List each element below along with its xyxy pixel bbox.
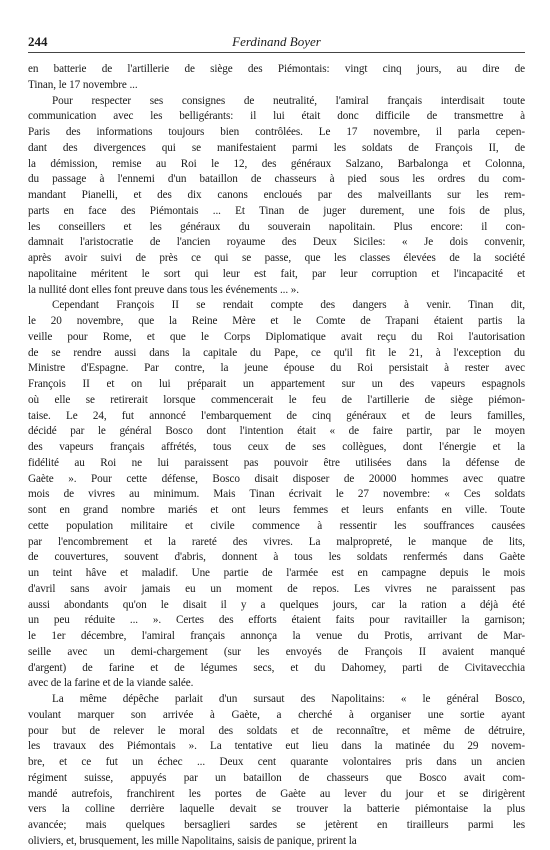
text-line: du passage à l'ennemi d'un bataillon de chasseurs à pied sous les ordres du com- [28, 173, 525, 186]
text-line: les travaux des Piémontais ». La tentative eut lieu dans la matinée du 29 novem- [28, 740, 525, 753]
text-line: d'avril sans avoir jamais eu un moment de repos. Les vivres ne paraissent pas [28, 582, 525, 595]
text-line: pour but de relever le moral des soldats et de reconnaître, et même de détruire, [28, 724, 525, 737]
text-line: régiment suisse, appuyés par un bataillon de chasseurs que Bosco avait com- [28, 771, 525, 784]
text-line: seille avec un demi-chargement (sur les envoyés de François II avaient manqué [28, 645, 525, 658]
text-line: taise. Le 24, fut annoncé l'embarquement de cinq généraux et de leurs familles, [28, 409, 525, 422]
paragraph [28, 298, 525, 692]
paragraph [28, 692, 525, 850]
page-body [28, 62, 525, 850]
text-line: la nullité dont elles font preuve dans tous les événements ... ». [28, 283, 299, 296]
text-line: mois de vivres au minimum. Mais Tinan écrivait le 27 novembre: « Ces soldats [28, 488, 525, 501]
text-line: mandé autrefois, franchirent les portes de Gaète au lever du jour et se dirigèrent [28, 787, 525, 800]
text-line: les conseillers et les généraux du souverain napolitain. Plus encore: il con- [28, 220, 525, 233]
text-line: après avoir suivi de près ce qui se passe, que les classes élevées de la société [28, 252, 525, 264]
text-line: aussi abondants qu'on le disait il y a quelques jours, car la ration a déjà été [28, 598, 525, 611]
text-line: parts en face des Piémontais ... Et Tinan de juger durement, une fois de plus, [28, 204, 525, 217]
text-line: Pour respecter ses consignes de neutralité, l'amiral français interdisait toute [52, 94, 525, 107]
text-line: le 20 novembre, que la Reine Mère et le Comte de Trapani étaient partis la [28, 315, 525, 327]
text-line: avancée; mais quelques bersaglieri sardes se jetèrent en tirailleurs parmi les [28, 819, 525, 831]
text-line: de se rendre aussi dans la capitale du Pape, ce qu'il fit le 21, à l'exception du [28, 346, 525, 359]
text-line: La même dépêche parlait d'un sursaut des Napolitains: « le général Bosco, [52, 693, 525, 705]
text-line: mandant Pianelli, et des dix canons encloués par des malveillants sur les rem- [28, 189, 525, 201]
text-line: un teint hâve et maladif. Une partie de l'armée est en campagne depuis le mois [28, 567, 525, 579]
text-line: sont en grand nombre mariés et ont leurs femmes et leurs enfants en ville. Toute [28, 504, 525, 516]
text-line: des vapeurs français affrétés, tous ceux de ses collègues, dont l'énergie et la [28, 441, 525, 453]
text-line: de couvertures, souvent d'abris, donnent à tous les soldats renfermés dans Gaète [28, 551, 525, 564]
text-line: veille pour Rome, et que le Corps Diplomatique avait reçu du Roi l'autorisation [28, 330, 525, 343]
text-line: Gaète ». Pour cette défense, Bosco disait disposer de 20000 hommes avec quatre [28, 472, 525, 485]
text-line: par l'encombrement et la rareté des vivres. La malpropreté, le manque de lits, [28, 535, 525, 548]
text-line: où elle se retirerait lorsque commencerait le feu de l'artillerie de siège piémon- [28, 393, 525, 406]
text-line: François II et on lui préparait un appartement sur un des vapeurs espagnols [28, 378, 525, 390]
text-line: décidé par le général Bosco dont l'intention était « de faire partir, par le moyen [28, 425, 525, 438]
text-line: d'argent) de farine et de légumes secs, et du Dahomey, parti de Civitavecchia [28, 661, 525, 674]
text-line: dant des divergences qui se manifestaient parmi les soldats de François II, de [28, 141, 525, 154]
text-line: le 1er décembre, l'amiral français annonça la venue du Protis, arrivant de Mar- [28, 630, 525, 642]
text-line: Paris des informations toujours bien contrôlées. Le 17 novembre, il parla cepen- [28, 126, 525, 138]
text-line: la démission, remise au Roi le 12, des généraux Salzano, Barbalonga et Colonna, [28, 157, 525, 170]
text-line: Cependant François II se rendait compte des dangers à venir. Tinan dit, [52, 299, 525, 312]
text-line: un peu réduite ... ». Certes des efforts étaient faits pour ravitailler la garnison; [28, 614, 525, 627]
text-line: vers la colline derrière laquelle devait se trouver la batterie piémontaise la plus [28, 803, 525, 816]
text-line: bre, et ce fut un échec ... Deux cent quarante volontaires pris dans un ancien [28, 756, 525, 768]
text-line: communication avec les belligérants: il lui était donc difficile de transmettre à [28, 110, 525, 123]
page-number: 244 [28, 34, 48, 49]
text-line: cette population militaire et civile commence à ressentir les souffrances causées [28, 519, 525, 532]
page-header [28, 34, 525, 53]
text-line: oliviers, et, brusquement, les mille Napolitains, saisis de panique, prirent la [28, 834, 357, 847]
text-line: fidélité au Roi ne lui paraissent pas pouvoir être utilisées dans la défense de [28, 456, 525, 469]
paragraph [28, 62, 525, 94]
running-head: Ferdinand Boyer [232, 34, 321, 49]
text-line: en batterie de l'artillerie de siège des Piémontais: vingt cinq jours, au dire de [28, 63, 525, 75]
text-line: voulant marquer son arrivée à Gaète, a cherché à organiser une sortie ayant [28, 708, 525, 721]
text-line: avec de la farine et de la viande salée. [28, 677, 194, 690]
text-line: napolitaine méritent le sort qui leur est fait, par leur corruption et l'incapacité et [28, 267, 525, 280]
paragraph [28, 94, 525, 299]
text-line: Tinan, le 17 novembre ... [28, 78, 138, 91]
text-line: Ministre d'Espagne. Par contre, la jeune épouse du Roi persistait à rester avec [28, 362, 525, 375]
text-line: damnait l'aristocratie de l'ancien royaume des Deux Siciles: « Je dois convenir, [28, 236, 525, 249]
